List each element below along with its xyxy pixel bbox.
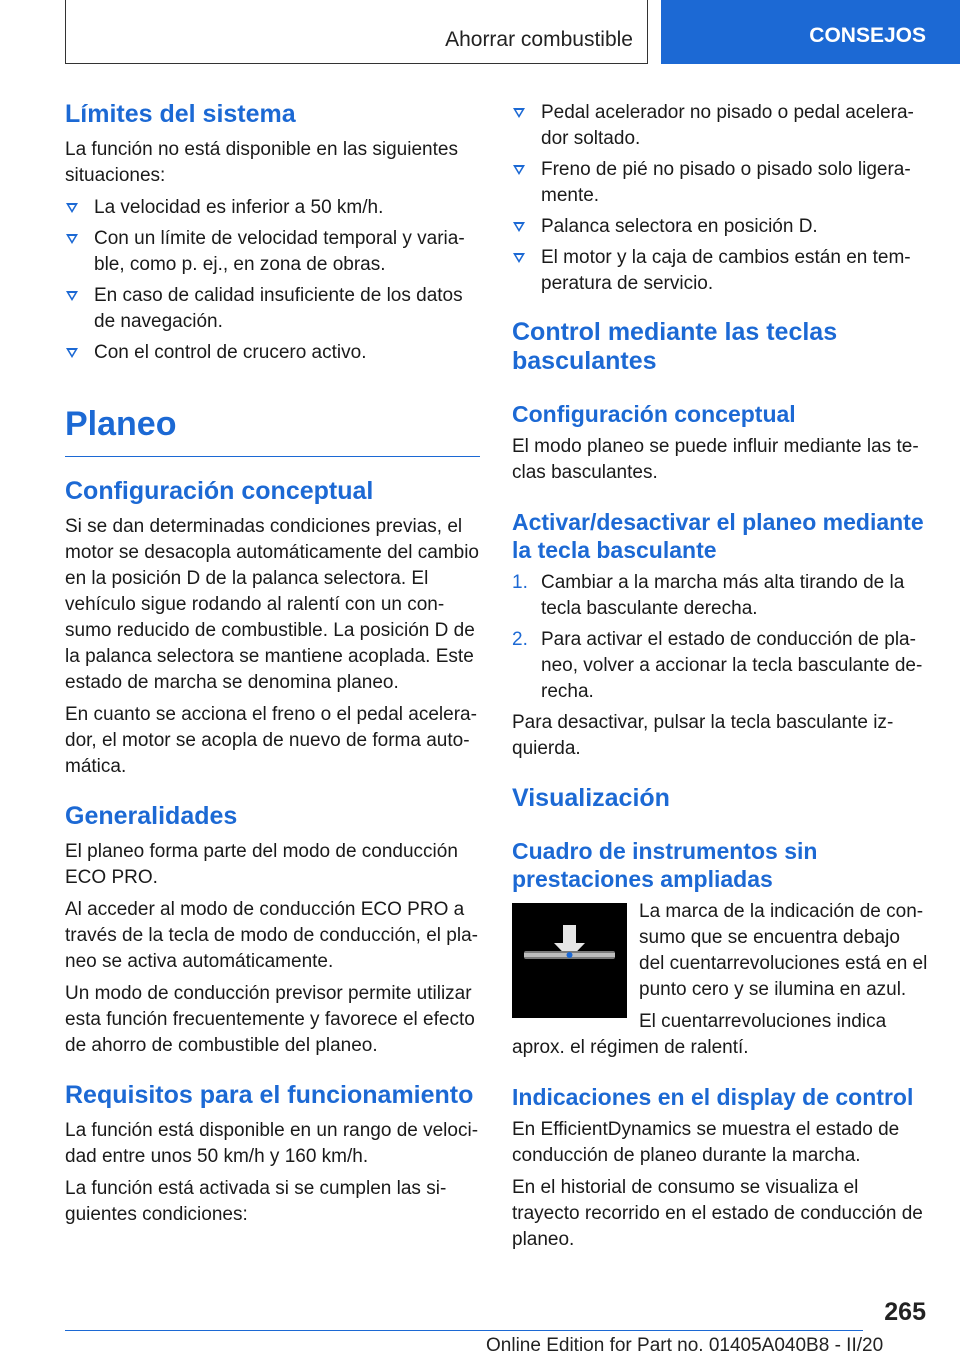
- config-heading: Configuración conceptual: [65, 477, 374, 505]
- requirements-heading: Requisitos para el funcionamiento: [65, 1081, 474, 1109]
- step-number: 2.: [512, 629, 528, 650]
- config-paragraph-1: Si se dan determinadas condiciones previas, el motor se desacopla automáticamente del cambio en la posición D de la palanca selectora. El vehículo sigue rodando al ralentí con un consumo reducido de combustible. La posición D de la palanca selectora se mantiene acoplada. Este estado de marcha se denomina planeo.: [65, 516, 480, 693]
- list-item: Con un límite de velocidad temporal y variable, como p. ej., en zona de obras.: [65, 226, 480, 278]
- step-number: 1.: [512, 572, 528, 593]
- header-section-box: [65, 0, 648, 64]
- triangle-bullet-icon: [513, 108, 525, 118]
- display-heading: Visualización: [512, 784, 670, 812]
- triangle-bullet-icon: [513, 222, 525, 232]
- control-heading: Control mediante las teclas basculantes: [512, 318, 838, 375]
- control-display-heading: Indicaciones en el display de control: [512, 1084, 914, 1110]
- list-item: Palanca selectora en posición D.: [512, 214, 928, 240]
- triangle-bullet-icon: [513, 253, 525, 263]
- triangle-bullet-icon: [66, 348, 78, 358]
- config-paragraph-2: En cuanto se acciona el freno o el pedal acelerador, el motor se acopla de nuevo de forma automática.: [65, 704, 477, 777]
- list-item: Pedal acelerador no pisado o pedal acelerador soltado.: [512, 100, 928, 152]
- config-paragraph-right: El modo planeo se puede influir mediante las teclas basculantes.: [512, 436, 919, 483]
- limits-heading: Límites del sistema: [65, 100, 296, 128]
- control-display-paragraph-1: En EfficientDynamics se muestra el estado de conducción de planeo durante la marcha.: [512, 1119, 900, 1166]
- coasting-indicator-image: [512, 903, 627, 1018]
- header-chapter-label: CONSEJOS: [809, 24, 926, 47]
- list-item: 1. Cambiar a la marcha más alta tirando de la tecla basculante derecha.: [512, 572, 905, 619]
- general-paragraph-3: Un modo de conducción previsor permite utilizar esta función frecuentemente y favorece el efecto de ahorro de combustible del planeo.: [65, 983, 475, 1056]
- left-column: [65, 100, 480, 1234]
- cluster-paragraph-2: El cuentarrevoluciones indica aprox. el régimen de ralentí.: [512, 1011, 887, 1058]
- activate-steps: [512, 570, 928, 705]
- header-section-title: Ahorrar combustible: [445, 28, 633, 51]
- list-item: En caso de calidad insuficiente de los datos de navegación.: [65, 283, 480, 335]
- list-item: Con el control de crucero activo.: [65, 340, 480, 366]
- general-paragraph-1: El planeo forma parte del modo de conducción ECO PRO.: [65, 841, 458, 888]
- list-item: La velocidad es inferior a 50 km/h.: [65, 195, 480, 221]
- list-item: El motor y la caja de cambios están en temperatura de servicio.: [512, 245, 928, 297]
- header-chapter-tab: [661, 0, 960, 64]
- conditions-list: [512, 100, 928, 297]
- cluster-paragraph-1: La marca de la indicación de consumo que se encuentra debajo del cuentarrevoluciones está en el punto cero y se ilumina en azul.: [639, 901, 928, 1000]
- config-heading-right: Configuración conceptual: [512, 401, 796, 427]
- requirements-paragraph-1: La función está disponible en un rango de velocidad entre unos 50 km/h y 160 km/h.: [65, 1120, 479, 1167]
- requirements-paragraph-2: La función está activada si se cumplen las siguientes condiciones:: [65, 1178, 447, 1225]
- triangle-bullet-icon: [66, 291, 78, 301]
- deactivate-paragraph: Para desactivar, pulsar la tecla basculante izquierda.: [512, 712, 894, 759]
- general-paragraph-2: Al acceder al modo de conducción ECO PRO a través de la tecla de modo de conducción, el planeo se activa automáticamente.: [65, 899, 478, 972]
- control-display-paragraph-2: En el historial de consumo se visualiza el trayecto recorrido en el estado de conducción de planeo.: [512, 1177, 923, 1250]
- limits-intro: La función no está disponible en las siguientes situaciones:: [65, 139, 458, 186]
- footer-divider: [65, 1330, 863, 1331]
- triangle-bullet-icon: [66, 203, 78, 213]
- right-column: [512, 100, 928, 1259]
- page-number: 265: [884, 1298, 926, 1326]
- edition-note: Online Edition for Part no. 01405A040B8 - II/20: [486, 1335, 884, 1356]
- list-item: 2. Para activar el estado de conducción de planeo, volver a accionar la tecla basculante derecha.: [512, 629, 923, 702]
- limits-list: [65, 195, 480, 366]
- activate-heading: Activar/desactivar el planeo mediante la tecla basculante: [512, 509, 924, 563]
- down-arrow-icon: [512, 903, 627, 1018]
- cluster-block: [512, 899, 928, 1067]
- planeo-heading: Planeo: [65, 396, 480, 457]
- triangle-bullet-icon: [513, 165, 525, 175]
- triangle-bullet-icon: [66, 234, 78, 244]
- list-item: Freno de pié no pisado o pisado solo ligeramente.: [512, 157, 928, 209]
- general-heading: Generalidades: [65, 802, 238, 830]
- cluster-heading: Cuadro de instrumentos sin prestaciones ampliadas: [512, 838, 818, 892]
